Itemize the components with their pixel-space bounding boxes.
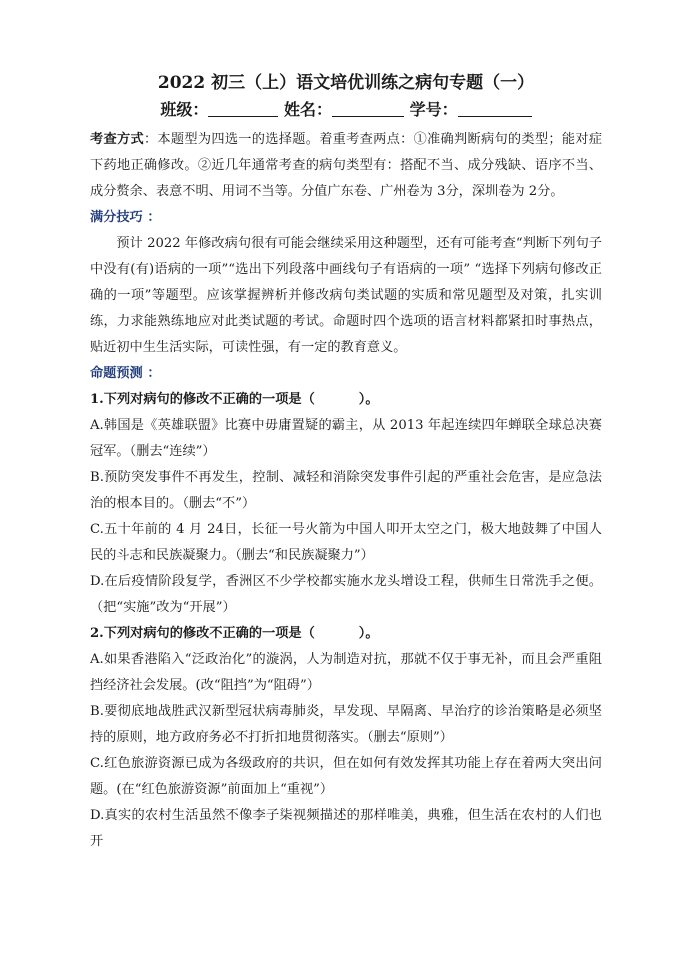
skills-paragraph: 预计 2022 年修改病句很有可能会继续采用这种题型，还有可能考查“判断下列句子中没有(有)语病的一项”“选出下列段落中画线句子有语病的一项” “选择下列病句修改正确的一项”等题型。应该掌握辨析并修改病句类试题的实质和常见题型及对策，扎实训练，力求能熟练地应对此类试题的考试。命题时四个选项的语言材料都紧扣时事热点，贴近初中生生活实际，可读性强，有一定的教育意义。 [90, 236, 602, 355]
skills-heading: 满分技巧 ： [90, 210, 161, 225]
question-2-stem: 2.下列对病句的修改不正确的一项是（ ）。 [90, 626, 379, 641]
forecast-heading: 命题预测 ： [90, 366, 161, 381]
name-blank [332, 100, 404, 117]
class-label: 班级： [160, 100, 209, 119]
question-1-option-b: B.预防突发事件不再发生，控制、减轻和消除突发事件引起的严重社会危害，是应急法治的根本目的。（删去“不”） [90, 470, 602, 511]
question-1-option-d: D.在后疫情阶段复学，香洲区不少学校都实施水龙头增设工程，供师生日常洗手之便。（把“实施”改为“开展”） [90, 574, 602, 615]
student-number-blank [458, 100, 532, 117]
document-title: 2022 初三（上）语文培优训练之病句专题（一） [157, 73, 535, 93]
exam-method-label: 考查方式 [90, 132, 144, 147]
question-2-option-a: A.如果香港陷入“泛政治化”的漩涡，人为制造对抗，那就不仅于事无补，而且会严重阻挡经济社会发展。(改“阻挡”为“阻碍”） [90, 652, 602, 693]
class-blank [208, 100, 278, 117]
name-label: 姓名： [283, 100, 332, 119]
question-2-option-b: B.要彻底地战胜武汉新型冠状病毒肺炎，早发现、早隔离、早治疗的诊治策略是必须坚持的原则，地方政府务必不打折扣地贯彻落实。（删去“原则”） [90, 704, 602, 745]
question-2-option-c: C.红色旅游资源已成为各级政府的共识，但在如何有效发挥其功能上存在着两大突出问题。(在“红色旅游资源”前面加上“重视”） [90, 756, 602, 797]
exam-method-text: ：本题型为四选一的选择题。着重考查两点：①准确判断病句的类型；能对症下药地正确修改。②近几年通常考查的病句类型有：搭配不当、成分残缺、语序不当、成分赘余、表意不明、用词不当等。分值广东卷、广州卷为 3分，深圳卷为 2分。 [90, 132, 603, 199]
question-2-option-d: D.真实的农村生活虽然不像李子柒视频描述的那样唯美，典雅，但生活在农村的人们也开 [90, 808, 602, 849]
question-1 [90, 387, 602, 621]
question-1-stem: 1.下列对病句的修改不正确的一项是（ ）。 [90, 392, 379, 407]
student-number-label: 学号： [409, 100, 458, 119]
question-1-option-a: A.韩国是《英雄联盟》比赛中毋庸置疑的霸主，从 2013 年起连续四年蝉联全球总决赛冠军。（删去“连续”） [90, 418, 602, 459]
exam-method-paragraph [90, 127, 602, 205]
question-2 [90, 621, 602, 855]
question-1-option-c: C.五十年前的 4 月 24日，长征一号火箭为中国人叩开太空之门，极大地鼓舞了中国人民的斗志和民族凝聚力。（删去“和民族凝聚力”） [90, 522, 602, 563]
student-info-line [90, 97, 602, 123]
